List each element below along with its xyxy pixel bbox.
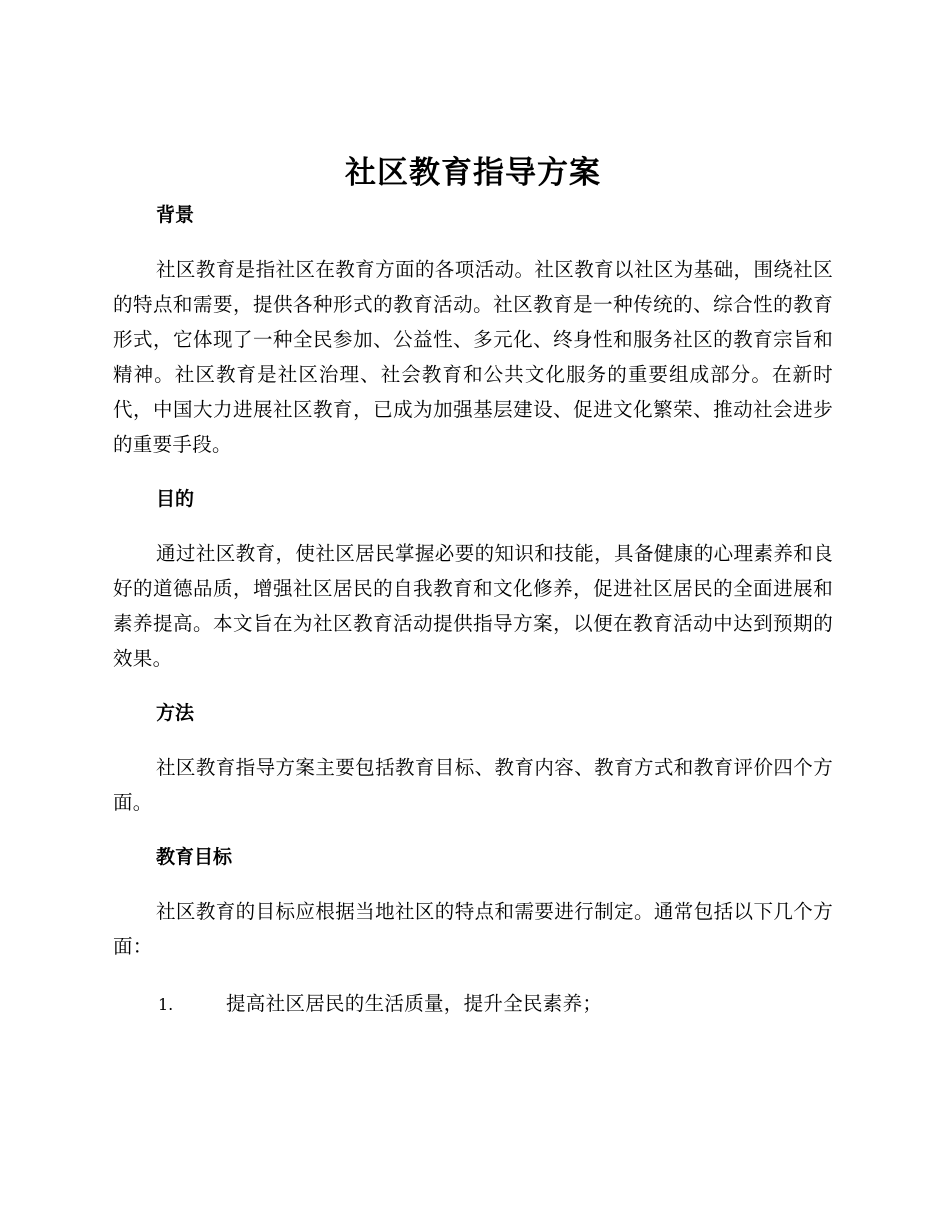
document-title: 社区教育指导方案: [345, 155, 601, 191]
section-paragraph-education-goals: 社区教育的目标应根据当地社区的特点和需要进行制定。通常包括以下几个方面：: [113, 900, 833, 958]
section-heading-education-goals: 教育目标: [156, 846, 233, 868]
section-paragraph-method: 社区教育指导方案主要包括教育目标、教育内容、教育方式和教育评价四个方面。: [113, 756, 833, 814]
section-heading-method: 方法: [156, 702, 195, 724]
section-heading-purpose: 目的: [156, 488, 195, 510]
list-item-text: 提高社区居民的生活质量，提升全民素养；: [226, 992, 603, 1015]
section-heading-background: 背景: [156, 204, 195, 226]
document-content: [113, 148, 833, 1022]
section-paragraph-purpose: 通过社区教育，使社区居民掌握必要的知识和技能，具备健康的心理素养和良好的道德品质，增强社区居民的自我教育和文化修养，促进社区居民的全面进展和素养提高。本文旨在为社区教育活动提供指导方案，以便在教育活动中达到预期的效果。: [113, 542, 833, 670]
section-paragraph-background: 社区教育是指社区在教育方面的各项活动。社区教育以社区为基础，围绕社区的特点和需要，提供各种形式的教育活动。社区教育是一种传统的、综合性的教育形式，它体现了一种全民参加、公益性、多元化、终身性和服务社区的教育宗旨和精神。社区教育是社区治理、社会教育和公共文化服务的重要组成部分。在新时代，中国大力进展社区教育，已成为加强基层建设、促进文化繁荣、推动社会进步的重要手段。: [113, 258, 833, 456]
list-item-number: 1.: [158, 995, 174, 1014]
list-item: [113, 986, 833, 1022]
